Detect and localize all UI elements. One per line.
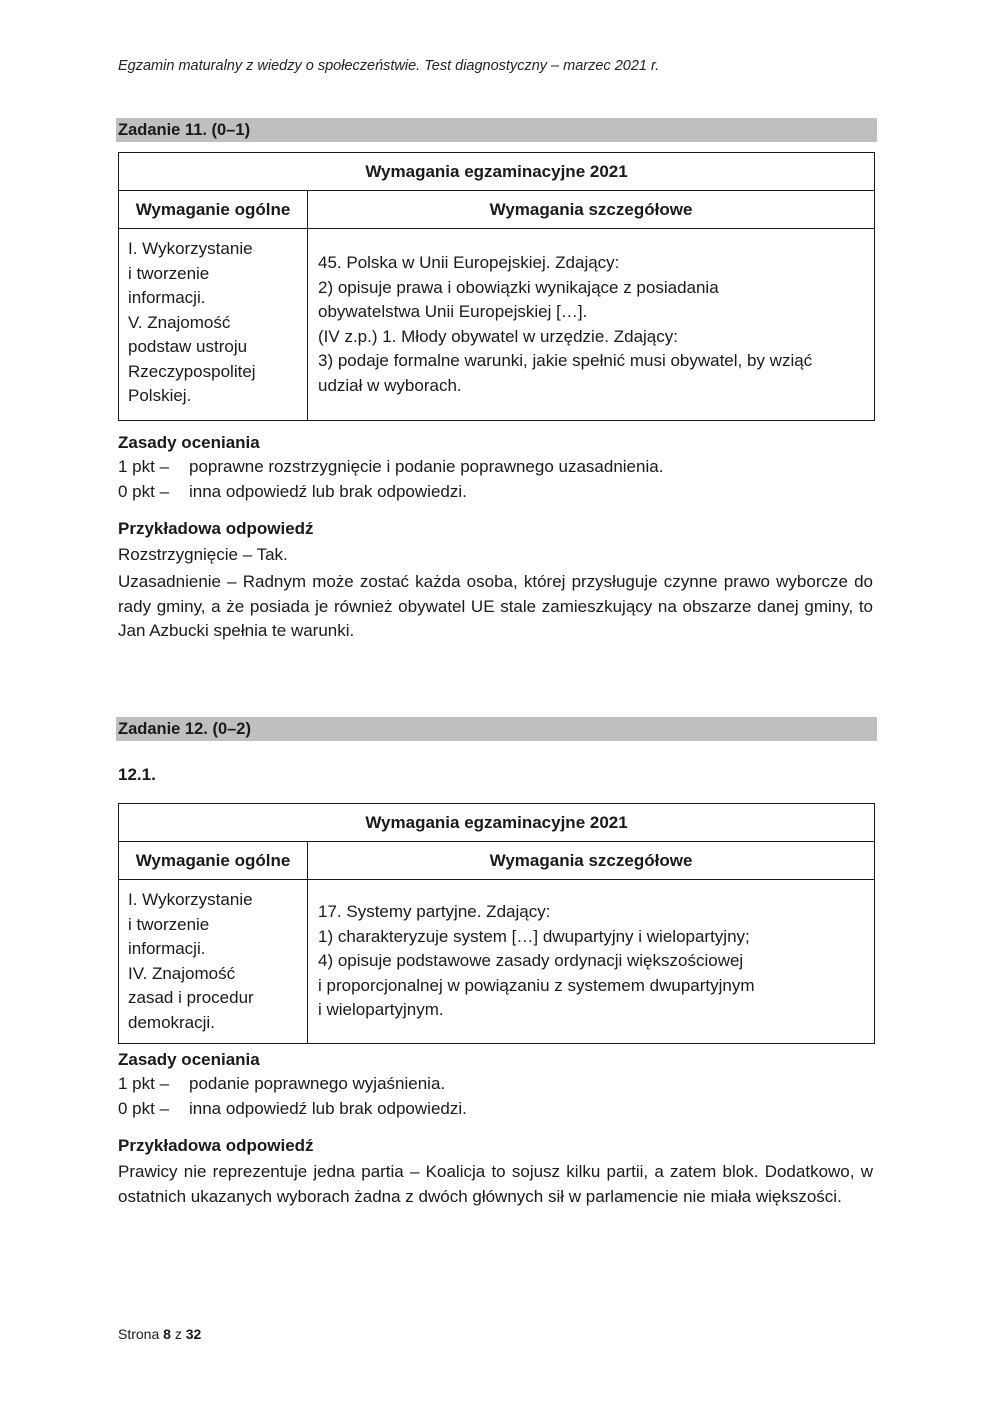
general-line: IV. Znajomość [128, 963, 236, 983]
general-line: informacji. [128, 939, 206, 958]
scoring-points: 0 pkt – [118, 482, 170, 501]
scoring-row [118, 457, 663, 477]
general-line: I. Wykorzystanie [128, 239, 253, 258]
general-line: I. Wykorzystanie [128, 890, 253, 909]
scoring-rules-title: Zasady oceniania [118, 433, 260, 452]
subtask-label: 12.1. [118, 765, 156, 784]
general-line: i tworzenie [128, 263, 210, 283]
scoring-rules-title: Zasady oceniania [118, 1050, 260, 1069]
example-justification: Uzasadnienie – Radnym może zostać każda osoba, której przysługuje czynne prawo wyborcze do rady gminy, a że posiada je również obywatel UE stale zamieszkujący na obszarze danej gminy, to Jan Azbucki spełnia te warunki. [118, 572, 873, 640]
scoring-row [118, 1099, 467, 1119]
detail-line: 3) podaje formalne warunki, jakie spełnić musi obywatel, by wziąć [318, 351, 813, 370]
detail-line: (IV z.p.) 1. Młody obywatel w urzędzie. Zdający: [318, 326, 678, 346]
table-main-header: Wymagania egzaminacyjne 2021 [119, 804, 875, 842]
column-header-detail: Wymagania szczegółowe [308, 842, 875, 880]
scoring-text: poprawne rozstrzygnięcie i podanie poprawnego uzasadnienia. [189, 457, 664, 476]
detail-line: 1) charakteryzuje system […] dwupartyjny i wielopartyjny; [318, 926, 750, 946]
scoring-row [118, 482, 467, 502]
scoring-points: 1 pkt – [118, 1074, 170, 1093]
task-11-requirements-table [118, 152, 875, 421]
example-decision: Rozstrzygnięcie – Tak. [118, 545, 288, 564]
example-answer-title: Przykładowa odpowiedź [118, 519, 314, 538]
table-main-header: Wymagania egzaminacyjne 2021 [119, 153, 875, 191]
footer-separator: z [174, 1326, 182, 1342]
page-total: 32 [185, 1326, 202, 1342]
example-answer-text: Prawicy nie reprezentuje jedna partia – Koalicja to sojusz kilku partii, a zatem blok. Dodatkowo, w ostatnich ukazanych wyborach żadna z dwóch głównych sił w parlamencie nie miała większości. [118, 1162, 873, 1206]
general-line: zasad i procedur [128, 988, 254, 1007]
scoring-text: podanie poprawnego wyjaśnienia. [189, 1074, 446, 1093]
column-header-general: Wymaganie ogólne [119, 842, 308, 880]
task-12-title: Zadanie 12. (0–2) [116, 717, 877, 741]
task-11-title: Zadanie 11. (0–1) [116, 118, 877, 142]
general-line: podstaw ustroju [128, 337, 248, 356]
page-header: Egzamin maturalny z wiedzy o społeczeństwie. Test diagnostyczny – marzec 2021 r. [118, 58, 660, 74]
page-number: 8 [163, 1326, 171, 1342]
scoring-points: 0 pkt – [118, 1099, 170, 1118]
detail-line: i proporcjonalnej w powiązaniu z systemem dwupartyjnym [318, 975, 755, 995]
detail-line: i wielopartyjnym. [318, 1000, 444, 1020]
detailed-requirement-cell [308, 880, 875, 1044]
scoring-text: inna odpowiedź lub brak odpowiedzi. [189, 1099, 467, 1118]
general-line: Polskiej. [128, 386, 192, 405]
detail-line: 2) opisuje prawa i obowiązki wynikające z posiadania [318, 277, 719, 297]
task-12-requirements-table [118, 803, 875, 1044]
general-line: i tworzenie [128, 914, 210, 934]
detailed-requirement-cell [308, 229, 875, 421]
scoring-text: inna odpowiedź lub brak odpowiedzi. [189, 482, 467, 501]
scoring-points: 1 pkt – [118, 457, 170, 476]
scoring-row [118, 1074, 445, 1094]
detail-line: udział w wyborach. [318, 375, 462, 395]
footer-prefix: Strona [118, 1326, 160, 1342]
detail-line: 17. Systemy partyjne. Zdający: [318, 902, 551, 922]
general-line: Rzeczypospolitej [128, 361, 256, 381]
example-answer-title: Przykładowa odpowiedź [118, 1136, 314, 1155]
detail-line: obywatelstwa Unii Europejskiej […]. [318, 302, 588, 321]
general-line: V. Znajomość [128, 312, 231, 332]
general-line: demokracji. [128, 1012, 215, 1032]
column-header-general: Wymaganie ogólne [119, 191, 308, 229]
detail-line: 45. Polska w Unii Europejskiej. Zdający: [318, 253, 620, 272]
detail-line: 4) opisuje podstawowe zasady ordynacji większościowej [318, 951, 744, 971]
general-requirement-cell [119, 229, 308, 421]
general-line: informacji. [128, 288, 206, 307]
page-footer [118, 1326, 201, 1342]
column-header-detail: Wymagania szczegółowe [308, 191, 875, 229]
general-requirement-cell [119, 880, 308, 1044]
